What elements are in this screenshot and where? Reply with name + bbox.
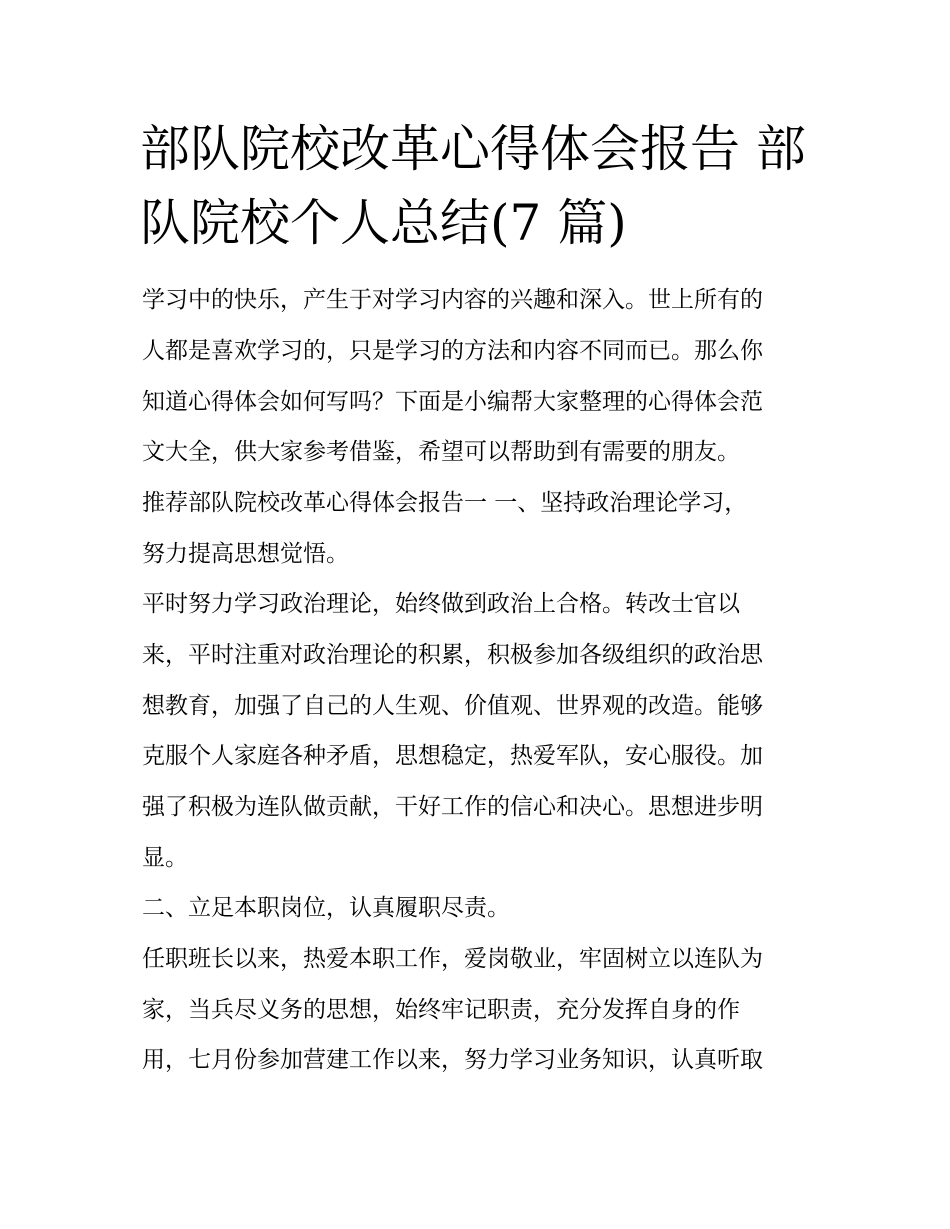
body-line-1: 学习中的快乐，产生于对学习内容的兴趣和深入。世上所有的: [142, 287, 763, 313]
body-line-12: 显。: [142, 845, 188, 871]
body-line-8: 来，平时注重对政治理论的积累，积极参加各级组织的政治思: [142, 642, 763, 668]
body-line-13: 二、立足本职岗位，认真履职尽责。: [142, 895, 510, 921]
body-line-11: 强了积极为连队做贡献，干好工作的信心和决心。思想进步明: [142, 794, 763, 820]
body-line-16: 用，七月份参加营建工作以来，努力学习业务知识，认真听取: [142, 1047, 763, 1073]
body-line-5: 推荐部队院校改革心得体会报告一 一、坚持政治理论学习，: [142, 490, 748, 516]
body-line-15: 家，当兵尽义务的思想，始终牢记职责，充分发挥自身的作: [142, 997, 740, 1023]
body-line-4: 文大全，供大家参考借鉴，希望可以帮助到有需要的朋友。: [142, 439, 740, 465]
body-line-7: 平时努力学习政治理论，始终做到政治上合格。转改士官以: [142, 591, 740, 617]
body-line-6: 努力提高思想觉悟。: [142, 541, 349, 567]
body-line-2: 人都是喜欢学习的，只是学习的方法和内容不同而已。那么你: [142, 338, 763, 364]
document-title: [140, 112, 820, 260]
title-line-2: 队院校个人总结(7 篇): [140, 194, 627, 252]
body-line-14: 任职班长以来，热爱本职工作，爱岗敬业，牢固树立以连队为: [142, 946, 763, 972]
body-line-3: 知道心得体会如何写吗？下面是小编帮大家整理的心得体会范: [142, 389, 763, 415]
body-line-10: 克服个人家庭各种矛盾，思想稳定，热爱军队，安心服役。加: [142, 743, 763, 769]
title-line-1: 部队院校改革心得体会报告 部: [140, 120, 806, 178]
body-line-9: 想教育，加强了自己的人生观、价值观、世界观的改造。能够: [142, 693, 763, 719]
